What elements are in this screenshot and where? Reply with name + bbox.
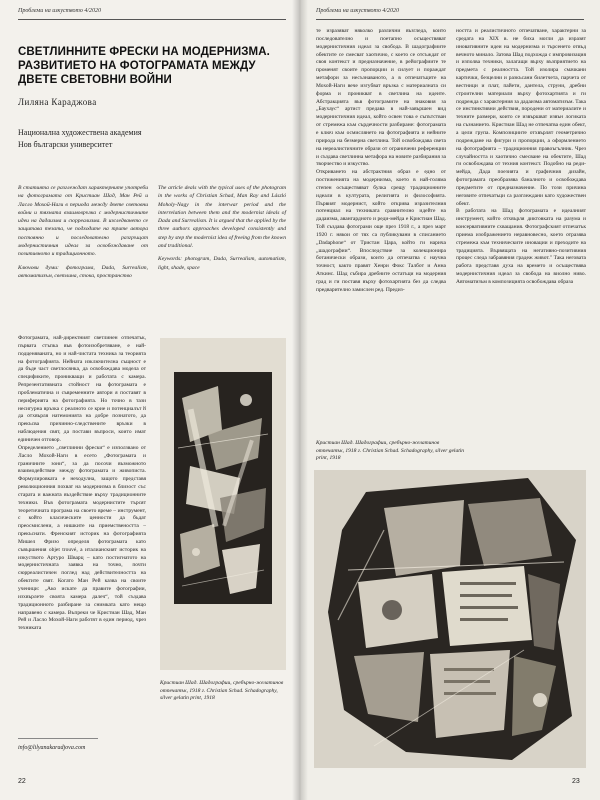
author-name: Лиляна Караджова [18,97,97,107]
binding-gutter [292,0,308,800]
keywords-en: Keywords: photogram, Dada, Surrealism, automatism, light, shade, space [158,256,286,271]
header-rule-right [316,19,584,20]
body-column-right-1 [316,28,446,432]
body-column-left [18,335,146,733]
body-right-text-1: те изразяват няколко различни възгледа, които последователно и поетапно осъществяват модернистичния идеал за свобода. В шадографиите обектите се смесват хаотично, с което се отсъждат от своя контекст и предназначение, в рейографиите те променят своите пропорции и силует и пораждат метафори за несъзнаваното, а в отпечатъците на Мохой-Наги вече изгубват връзка с материалната си форма и проникват в светлина на идеите. Абстракцията във фотограмите на знаковия за „Баухаус“ артист предава в най-завършен вид модернистичния идеал, който освен това е съпътстван от стремежа към сърдечности разбиране: фотограмата е ключ към осмислянето на фотографията и нейните природа на безмерна светлина. Той освобождава света на нереалистичните образи от ограничени референции и създава светлинна метафора на новите разбирания за творчество и изкуство. Откриването на абстрактния образ е едно от постиженията на модернизма, което в най-голяма степен осъществяват булка срещу традиционните идеали в културата, религията и философията. Първият модернист, който открива изразителния потенциал на техниката сравнително идейте на дадаизма, авангардното и реди-мейда е Кристиан Шад. Той създава фотограми още през 1918 г., а през март 1920 г. някои от тях са публикувани в списанието „Dadaphone“ от Тристан Цара, който ги нарича „шадографии“. Впоследствие за колекционира ботанически образи, които да отпечатва с научна точност, както правят Хенри Фокс Талбот и Анна Аткинс. Шад събира дребните остатъци на модерния град и ги поставя върху фотохартията без да следва предварително замислен ред. Предиз- [316,28,446,293]
keywords-bg: Ключови думи: фотограма, Dada, Surrealism, автоматизъм, светлина, стока, пространство [18,264,148,279]
running-header-right: Проблеми на изкуството 4/2020 [316,8,400,14]
abstract-english [158,184,286,277]
caption-left: Кристиан Шад. Шадографии, сребърно-желатинов отпечатък, 1918 г. Christian Schad. Schadography, silver gelatin print, 1918 [160,680,284,702]
running-header-left: Проблеми на изкуството 4/2020 [18,8,102,14]
page-number-left: 22 [18,778,26,785]
schadograph-image-right [314,470,586,768]
page-number-right: 23 [572,778,580,785]
article-title: СВЕТЛИННИТЕ ФРЕСКИ НА МОДЕРНИЗМА. РАЗВИТИЕТО НА ФОТОГРАМАТА МЕЖДУ ДВЕТЕ СВЕТОВНИ ВОЙНИ [18,46,270,86]
right-page [300,0,600,800]
abstract-en-text: The article deals with the typical uses of the photogram in the works of Christian Schad, Man Ray and László Moholy-Nagy in the interwar period and the interrelation between them and the modernist ideals of Dada and Surrealism. It is argued that the applied by the three authors approaches developed consistently and step by step the modernist idea of freeing from the known and traditional. [158,185,286,250]
abstract-bulgarian [18,184,148,285]
body-column-right-2 [456,28,586,432]
caption-right: Кристиан Шад. Шадографии, сребърно-желатинов отпечатък, 1918 г. Christian Schad. Schadography, silver gelatin print, 1918 [316,440,465,462]
abstract-bg-text: В статията се разглеждат характерните употреби на фотограмата от Кристиан Шад, Ман Рей и Ласло Мохой-Наги в периода между двете световни войни и тяхната взаимовръзка с модернистичните идеи на дадаизма и сюрреализма. В изследването се защитава тезата, че подходите на трите автора постоянно и последователно разгръщат модернистичния идеал за освобождаване от позитивното и традиционното. [18,185,148,258]
affiliation-line-2: Нов български университет [18,140,113,149]
photogram-figure-left [160,338,286,670]
body-right-text-2: ността и реалистичното отпечатване, характерни за средата на XIX в. не биха могли да изразят иновативните идеи на модернизма и търсенето отвъд вечното минало. Затова Шад подхожда с импровизация и изполва техники, залагащи върху възприятието на предмета с реалността. Той изолира смачкани картички, безцелни и разкъсани билетчета, парчета от вестници и плат, пайети, дантела, струни, дребни строителни материали върху фотохартията и ги подрежда с характерния за дадаизма автоматизъм. Така се инстинктивни действия, породени от материалите и техните размери, които се извършват извън логиката на съзнанието. Кристиан Шад не отпечатва един обект, а цели група. Композициите отхвърлят геометрично подреждане на фигури и пропорции, а оформлението на фотографията – традиционния правоъгълник. Чрез случайността и хаотично смесване на обектите, Шад ги освобождава от техния контекст. Подобно на реди-мейда, Дада поезията и графичния дизайн, фотограмата преобразява баналното и освобождава предметите от предназначение. По този причина неговите отпечатъци са разглеждани като художествен обект. В работата на Шад фотограмата е идеалният инструмент, който отхвърля диктовката на разума и консервативните схващания. Фотографският отпечатък приема изображението неравновесно, което отразява стремежа към техническите иновации и преходите на традицията. Вървящата на негативно-позитивния процес следа забравяния градеж живот." Така неговата работа представя духа на времето и осъществява модернистичния идеал за свобода на виолно ниво. Автоматизъм в композицията освобождава образа [456,28,586,285]
author-email: info@lilyanakaradjova.com [18,745,86,751]
affiliation-line-1: Национална художествена академия [18,128,142,137]
schadograph-image-left [160,338,286,670]
body-left-text: Фотограмата, най-директният светлинен отпечатък, първата стъпка във фотоизобретяване, е най-подценяваната, но и най-чистата техника за теорията на фотографията. Нейната изключителна същност е да бъде част светлосянка, да освобождава модела от спецификите, проникващи и работата с камера. Репрезентативната стойност на фотограмата е проблематична и съвременните автори я поставят в периферията на фотографията. Но точно в тази несигурна връзка с реалното се крие и потенциалът й да отхвърля натемонията на добре познатото, да прекъсва причинно-следствените връзки в наблюдения свят, да постави въпроси, които имат единичен отговор. Определението „светлинни фрески“ е използвано от Ласло Мохой-Наги в есето „Фотограмата и граничните зони“, за да посочи възможното взаимодействие между фотограмата и живописта. Формулировката е неходулна, защото представя революционния похват на модернизма в близост със старата и важната въздействие върху традиционните техники. Във фотограмата модернистите търсят теоретичната програма на своето време – инструмент, с който класическите ценности да бъдат преосмислени, а нишките на приемствеността – прекъснати. Френският историк на фотографията Мишел Фризо определя фотограмата като съвършения objet trouvé, а италианският историк на изкуството Артуро Шварц – като постигнатото на модернистичната заявка на точно, почти сюрреалистичен поглед над действителността на обектите свят. Когато Ман Рей казва на своите ученици: „Ако искате да правите фотографии, изхвърлете своята камера далеч“, той създава традиционното разбиране за снимката като нещо направено с камера. Въпреки че Кристиан Шад, Ман Рей и Ласло Мохой-Наги работят в един период, чрез техниката [18,335,146,632]
header-rule-left [18,19,286,20]
footnote-rule [18,738,98,739]
photogram-figure-right [314,470,586,768]
